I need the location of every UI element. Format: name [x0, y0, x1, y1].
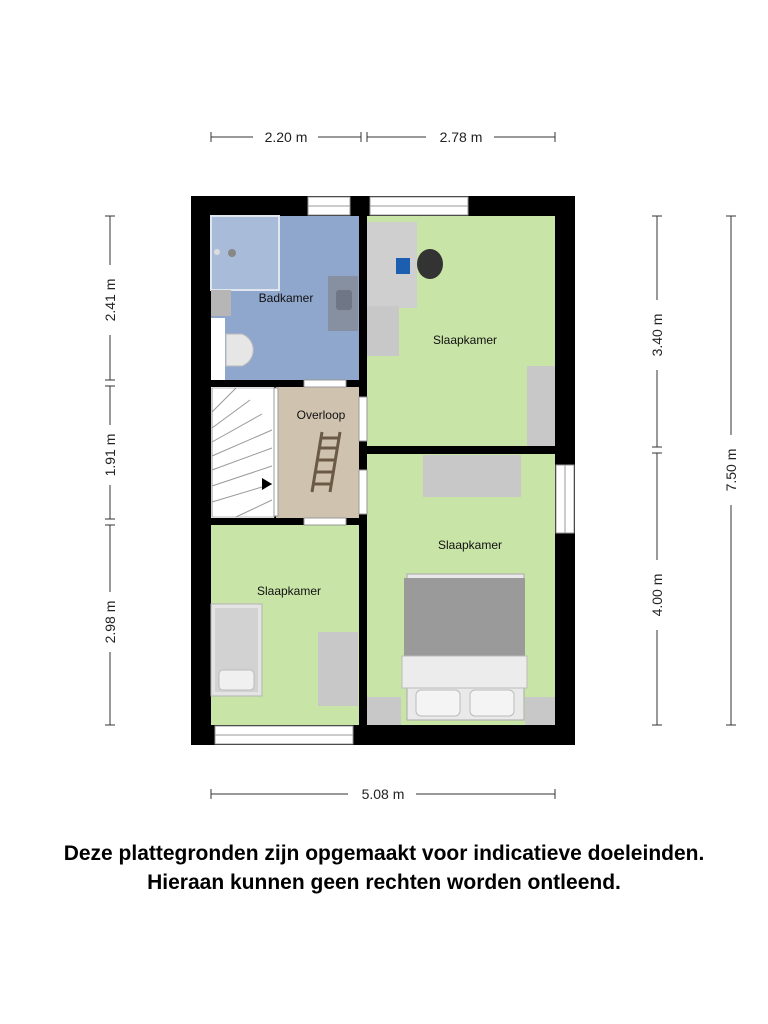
- dim-right-top: 3.40 m: [649, 313, 665, 357]
- single-bed: [211, 604, 262, 696]
- dim-right-total: 7.50 m: [723, 448, 739, 492]
- disclaimer-line-1: Deze plattegronden zijn opgemaakt voor indicatieve doeleinden.: [63, 842, 705, 865]
- dim-left-middle: 1.91 m: [102, 433, 118, 477]
- room-label-bedroom-bottom-left: Slaapkamer: [256, 584, 322, 598]
- wardrobe-bottom-right: [423, 455, 521, 497]
- room-label-landing: Overloop: [296, 408, 346, 422]
- staircase: [212, 388, 278, 517]
- room-label-bedroom-bottom-right: Slaapkamer: [437, 538, 503, 552]
- double-bed: [402, 574, 527, 720]
- desk-side: [367, 306, 399, 356]
- dim-top-right: 2.78 m: [439, 129, 483, 145]
- dim-left-bottom: 2.98 m: [102, 600, 118, 644]
- room-label-bedroom-top-right: Slaapkamer: [432, 333, 498, 347]
- dim-left-top: 2.41 m: [102, 278, 118, 322]
- nightstand-right: [525, 697, 555, 725]
- office-chair: [417, 249, 443, 279]
- disclaimer-line-2: Hieraan kunnen geen rechten worden ontleend.: [147, 871, 621, 894]
- dim-bottom: 5.08 m: [361, 786, 405, 802]
- room-label-bathroom: Badkamer: [258, 291, 314, 305]
- toilet: [226, 334, 253, 366]
- drain-icon: [228, 249, 236, 257]
- nightstand-left: [367, 697, 401, 725]
- wardrobe-top-right: [527, 366, 555, 446]
- dim-right-bottom: 4.00 m: [649, 573, 665, 617]
- dim-top-left: 2.20 m: [264, 129, 308, 145]
- monitor-icon: [396, 258, 410, 274]
- shower: [211, 216, 279, 290]
- cabinet-bottom-left: [318, 632, 358, 706]
- bath-wall-segment: [211, 318, 225, 380]
- bath-cabinet: [211, 290, 231, 316]
